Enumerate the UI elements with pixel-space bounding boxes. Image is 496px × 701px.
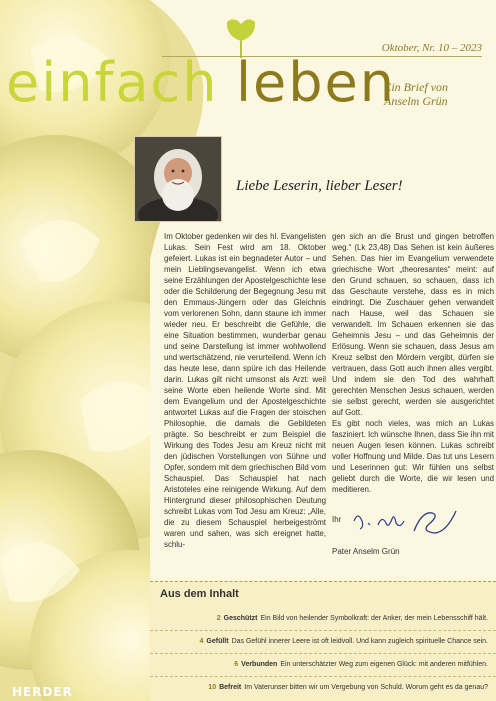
toc-description: Ein Bild von heilender Symbolkraft: der Anker, der mein Lebensschiff hält. [260,615,488,622]
toc-keyword: Gefüllt [206,638,229,645]
closing-word: Ihr [332,515,342,524]
toc-item[interactable] [150,631,496,654]
masthead-einfach: einfach [6,51,219,114]
masthead-subtitle [384,80,448,108]
letter-column-2 [332,231,494,495]
toc-keyword: Geschützt [223,615,258,622]
masthead-leben: leben [236,51,396,114]
toc-item[interactable] [150,608,496,631]
author-portrait [134,136,222,222]
toc-page-number: 6 [234,661,239,668]
table-of-contents [150,581,496,701]
toc-title: Aus dem Inhalt [160,588,239,600]
toc-page-number: 4 [199,638,204,645]
subtitle-line-1: Ein Brief von [384,80,448,94]
signature-image [352,507,462,537]
toc-description: Das Gefühl innerer Leere ist oft leidvoll. Und kann zugleich spirituelle Chance sein. [231,638,488,645]
letter-paragraph: gen sich an die Brust und gingen betroffen weg.“ (Lk 23,48) Das Sehen ist kein äußeres Sehen. Das hier im Evangelium verwendete griechische Wort „theoresantes“ meint: auf den Grund schauen, so schauen, dass ich das Geschaute verstehe, dass es in mich eindringt. Die Zuschauer gehen verwandelt nach Hause, weil das Schauen sie verwandelt. Im Schauen erkennen sie das Geheimnis Jesu – und das Geheimnis der Erlösung. Wenn sie schauen, dass Jesus am Kreuz selbst den Mördern vergibt, dürfen sie vertrauen, dass Gott auch ihnen alles vergibt. Und indem sie den Tod des wahrhaft gerechten Menschen Jesus schauen, werden sie selbst gerecht, werden sie ausgerichtet auf Gott. [332,232,494,417]
subtitle-line-2: Anselm Grün [384,94,448,108]
signer-name: Pater Anselm Grün [332,547,400,556]
issue-date: Oktober, Nr. 10 – 2023 [381,42,482,54]
publisher-logo: HERDER [12,685,73,699]
toc-description: Ein unterschätzter Weg zum eigenen Glück: mit anderen mitfühlen. [280,661,488,668]
toc-description: Im Vaterunser bitten wir um Vergebung von Schuld. Worum geht es da genau? [244,684,488,691]
toc-keyword: Verbunden [241,661,278,668]
toc-page-number: 10 [208,684,217,691]
toc-page-number: 2 [216,615,221,622]
signature-block [332,507,492,537]
toc-item[interactable] [150,677,496,699]
toc-list [150,608,496,699]
letter-column-1 [164,231,326,550]
letter-paragraph: Es gibt noch vieles, was mich an Lukas fasziniert. Ich wünsche Ihnen, dass Sie ihn mit neuen Augen lesen können. Lukas schreibt voller Hoffnung und Milde. Das tut uns Lesern und Leserinnen gut: Wir fühlen uns selbst geliebt durch die Worte, die wir lesen und meditieren. [332,419,494,494]
letter-paragraph: Im Oktober gedenken wir des hl. Evangelisten Lukas. Sein Fest wird am 18. Oktober gefeiert. Lukas ist ein begnadeter Autor – und mein Lieblingsevangelist. Wenn ich etwa seine Erzählungen der Apostelgeschichte lese oder die Schilderung der Begegnung Jesu mit den Emmaus-Jüngern oder das Gleichnis vom verlorenen Sohn, dann staune ich immer wieder neu. Er beschreibt die Gefühle, die eine Situation bestimmen, wunderbar genau und seine Darstellung ist immer wohlwollend und wertschätzend, nie verurteilend. Wenn ich das heute lese, dann spüre ich das Heilende darin. Lukas gilt nicht umsonst als Arzt: weil seine Worte eben heilende Worte sind. Mit dem Evangelium und der Apostelgeschichte antwortet Lukas auf die Fragen der stoischen Philosophie, die damals die Gebildeten prägte. So beschreibt er zum Beispiel die Wirkung des Todes Jesu am Kreuz nicht mit den jüdischen Vorstellungen von Sühne und Opfer, sondern mit dem griechischen Bild vom Schauspiel. Das Schauspiel hat nach Aristoteles eine reinigende Wirkung. Auf dem Hintergrund dieser philosophischen Deutung schreibt Lukas vom Tod Jesu am Kreuz: „Alle, die zu diesem Schauspiel herbeigeströmt waren und sahen, was sich ereignet hatte, schlu- [164,232,326,549]
greeting: Liebe Leserin, lieber Leser! [236,178,403,194]
toc-keyword: Befreit [219,684,242,691]
toc-item[interactable] [150,654,496,677]
